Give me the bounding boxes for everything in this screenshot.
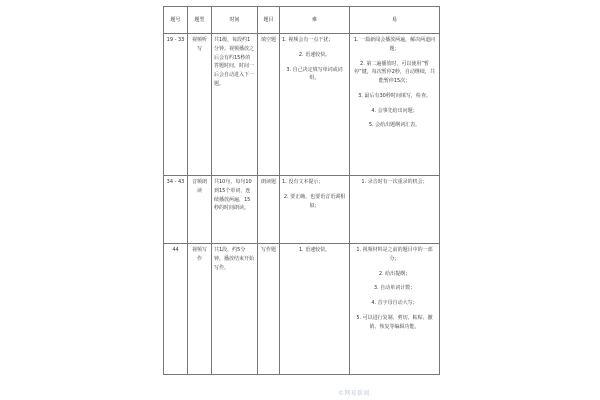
table-header-row	[164, 7, 440, 34]
easy-item: 2. 第二遍播放时，可以使用“暂停”键，每次暂停2秒，自动继续，共能暂停15次；	[354, 60, 435, 84]
hard-item: 1. 视频会有一点干扰；	[282, 37, 334, 43]
hard-item: 3. 自己决定填写单词或词组。	[286, 66, 343, 82]
easy-item: 1. 录音时有一次重录的机会；	[361, 179, 428, 185]
easy-item: 5. 可以进行复制、剪切、粘贴、撤销、恢复等编辑功能。	[356, 314, 433, 330]
easy-item: 5. 会给出题纲词汇表。	[368, 122, 421, 129]
cell-easy	[350, 244, 440, 375]
easy-item: 2. 给出提纲；	[378, 270, 411, 277]
easy-item: 4. 会事先给出问题；	[371, 107, 418, 114]
watermark: ©网易新闻	[338, 390, 370, 397]
hard-item: 2. 要正确，也要语音语调相似；	[283, 193, 346, 209]
easy-item: 4. 首字母自动大写；	[371, 300, 418, 306]
cell-number: 34 - 43	[164, 176, 188, 244]
cell-number: 19 - 33	[164, 34, 188, 176]
header-type: 题型	[188, 7, 212, 34]
cell-type: 视频写作	[188, 244, 212, 375]
header-hard: 难	[280, 7, 350, 34]
cell-time: 共1段，约5分钟。播放结束开始写作。	[212, 244, 258, 375]
cell-easy	[350, 34, 440, 176]
cell-question: 朗读题	[258, 176, 280, 244]
hard-item: 1. 语速较快。	[298, 247, 331, 253]
header-number: 题号	[164, 7, 188, 34]
cell-type: 音频朗读	[188, 176, 212, 244]
cell-hard	[280, 244, 350, 375]
cell-number: 44	[164, 244, 188, 375]
cell-question: 填空题	[258, 34, 280, 176]
table-row	[164, 34, 440, 176]
table-row	[164, 176, 440, 244]
header-time: 时间	[212, 7, 258, 34]
cell-type: 视频听写	[188, 34, 212, 176]
hard-item: 2. 语速较快。	[298, 51, 331, 58]
easy-item: 1. 一篇新闻会播放两遍，解决两道问题；	[353, 37, 436, 52]
cell-question: 写作题	[258, 244, 280, 375]
hard-item: 1. 没有文本提示；	[282, 179, 324, 185]
cell-time: 共10句，每句10到15个单词，连续播放两遍，15秒的时间朗读。	[212, 176, 258, 244]
cell-hard	[280, 34, 350, 176]
exam-format-table	[163, 6, 440, 375]
cell-time: 共1级，每段约1分钟。视频播放之后会有约15秒的答题时间，时间一后会自动进入下一题。	[212, 34, 258, 176]
easy-item: 1. 视频材料是之前的题目中的一部分；	[356, 247, 433, 262]
easy-item: 3. 自动单词计数；	[373, 285, 416, 292]
table-row	[164, 244, 440, 375]
easy-item: 3. 最后有30秒时间填写，检查。	[358, 92, 431, 99]
header-easy: 易	[350, 7, 440, 34]
header-question: 题目	[258, 7, 280, 34]
cell-easy	[350, 176, 440, 244]
cell-hard	[280, 176, 350, 244]
